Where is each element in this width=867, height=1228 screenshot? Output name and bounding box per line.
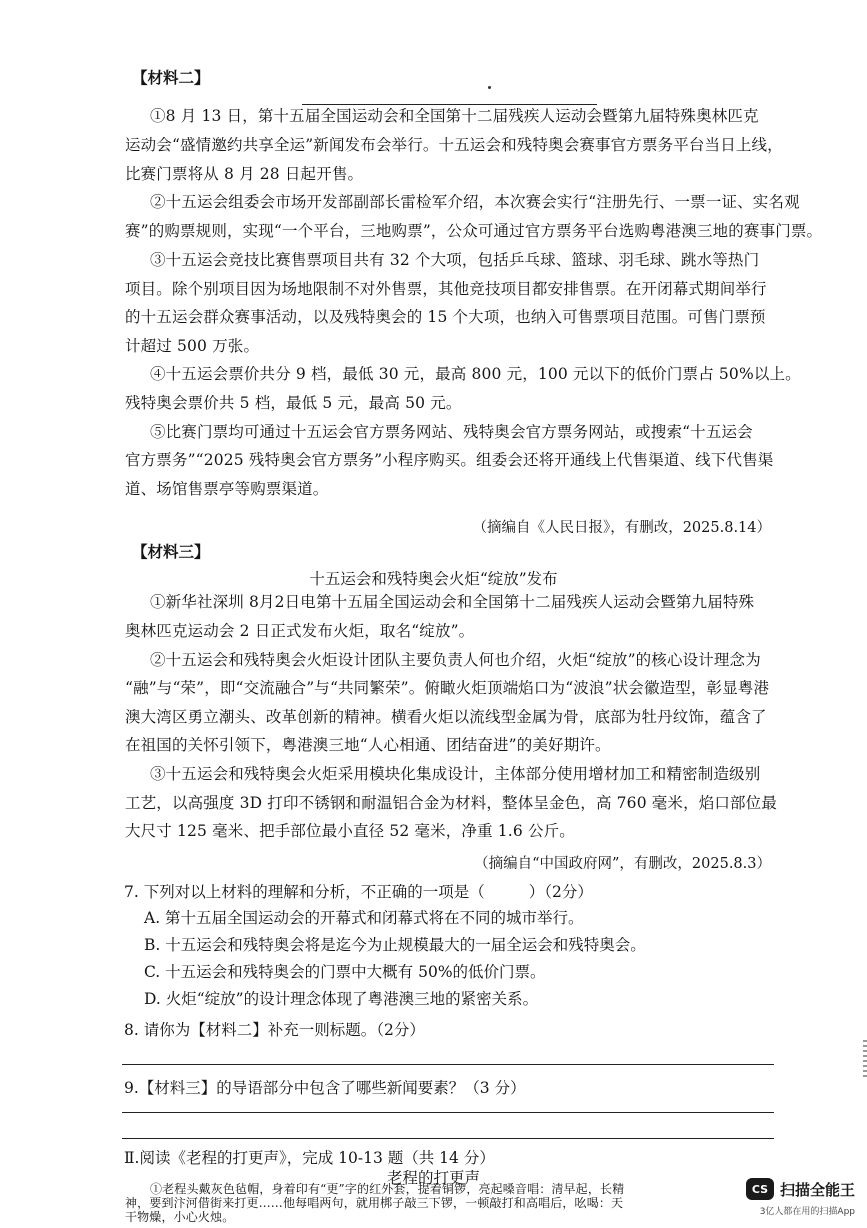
section2-header: Ⅱ.阅读《老程的打更声》，完成 10-13 题（共 14 分） bbox=[124, 1149, 495, 1167]
m3-paragraph-2-line-4: 在祖国的关怀引领下，粤港澳三地“人心相通、团结奋进”的美好期许。 bbox=[125, 736, 611, 754]
m3-source: （摘编自“中国政府网”，有删改，2025.8.3） bbox=[474, 856, 771, 872]
q9-answer-line-2[interactable] bbox=[122, 1138, 774, 1139]
q9-answer-line-1[interactable] bbox=[122, 1112, 774, 1113]
m2-paragraph-1-line-2: 运动会“盛情邀约共享全运”新闻发布会举行。十五运会和残特奥会赛事官方票务平台当日上线， bbox=[125, 136, 783, 154]
m2-paragraph-2-line-1: ②十五运会组委会市场开发部副部长雷检军介绍，本次赛会实行“注册先行、一票一证、实名观 bbox=[150, 193, 800, 211]
m3-paragraph-3-line-3: 大尺寸 125 毫米、把手部位最小直径 52 毫米，净重 1.6 公斤。 bbox=[125, 822, 575, 840]
q9-stem: 9.【材料三】的导语部分中包含了哪些新闻要素？（3 分） bbox=[124, 1079, 526, 1097]
m2-paragraph-5-line-2: 官方票务”“2025 残特奥会官方票务”小程序购买。组委会还将开通线上代售渠道、线下代售渠 bbox=[125, 451, 774, 469]
m2-paragraph-2-line-2: 赛”的购票规则，实现“一个平台，三地购票”，公众可通过官方票务平台选购粤港澳三地的赛事门票。 bbox=[125, 222, 823, 240]
q8-answer-line[interactable] bbox=[122, 1064, 774, 1065]
material2-header: 【材料二】 bbox=[132, 68, 210, 87]
m2-paragraph-3-line-4: 计超过 500 万张。 bbox=[125, 337, 260, 355]
m3-paragraph-3-line-1: ③十五运会和残特奥会火炬采用模块化集成设计，主体部分使用增材加工和精密制造级别 bbox=[150, 765, 761, 783]
m3-paragraph-2-line-3: 澳大湾区勇立潮头、改革创新的精神。横看火炬以流线型金属为骨，底部为牡丹纹饰，蕴含了 bbox=[125, 708, 767, 726]
m2-paragraph-3-line-1: ③十五运会竞技比赛售票项目共有 32 个大项，包括乒乓球、篮球、羽毛球、跳水等热门 bbox=[150, 251, 760, 269]
m3-paragraph-2-line-1: ②十五运会和残特奥会火炬设计团队主要负责人何也介绍，火炬“绽放”的核心设计理念为 bbox=[150, 651, 761, 669]
m2-paragraph-4-line-1: ④十五运会票价共分 9 档，最低 30 元，最高 800 元，100 元以下的低价门票占 50%以上。 bbox=[150, 365, 801, 383]
m3-paragraph-3-line-2: 工艺，以高强度 3D 打印不锈钢和耐温铝合金为材料，整体呈金色，高 760 毫米，焰口部位最 bbox=[125, 794, 777, 812]
q7-option-c: C. 十五运会和残特奥会的门票中大概有 50%的低价门票。 bbox=[144, 963, 546, 981]
m2-paragraph-1-line-1: ①8 月 13 日，第十五届全国运动会和全国第十二届残疾人运动会暨第九届特殊奥林匹克 bbox=[150, 107, 759, 125]
material3-header: 【材料三】 bbox=[132, 542, 210, 561]
s2-paragraph-1-line-2: 神，要到汴河借街来打更……他每唱两句，就用梆子敲三下锣，一顿敲打和高唱后，吆喝：天 bbox=[125, 1196, 624, 1210]
m3-paragraph-2-line-2: “融”与“荣”，即“交流融合”与“共同繁荣”。俯瞰火炬顶端焰口为“波浪”状会徽造型，彰显粤港 bbox=[125, 679, 770, 697]
scan-edge-artifact bbox=[863, 1040, 867, 1080]
q7-stem bbox=[124, 880, 593, 902]
watermark-app-name: 扫描全能王 bbox=[779, 1180, 855, 1199]
q8-stem: 8. 请你为【材料二】补充一则标题。（2分） bbox=[124, 1021, 425, 1039]
q7-option-a: A. 第十五届全国运动会的开幕式和闭幕式将在不同的城市举行。 bbox=[144, 909, 584, 927]
q7-option-b: B. 十五运会和残特奥会将是迄今为止规模最大的一届全运会和残特奥会。 bbox=[144, 936, 646, 954]
camscanner-logo-icon: CS bbox=[746, 1178, 774, 1200]
s2-paragraph-1-line-3: 干物燥，小心火烛。 bbox=[125, 1210, 235, 1224]
watermark-tagline: 3亿人都在用的扫描App bbox=[759, 1207, 855, 1217]
m2-paragraph-3-line-3: 的十五运会群众赛事活动，以及残特奥会的 15 个大项，也纳入可售票项目范围。可售门票预 bbox=[125, 308, 766, 326]
scan-speck bbox=[488, 86, 491, 89]
s2-paragraph-1-line-1: ①老程头戴灰色毡帽，身着印有“更”字的红外套，提着铜锣，亮起嗓音唱：清早起，长精 bbox=[150, 1182, 625, 1196]
m3-title: 十五运会和残特奥会火炬“绽放”发布 bbox=[309, 570, 558, 588]
q7-option-d: D. 火炬“绽放”的设计理念体现了粤港澳三地的紧密关系。 bbox=[144, 990, 539, 1008]
m2-paragraph-4-line-2: 残特奥会票价共 5 档，最低 5 元，最高 50 元。 bbox=[125, 394, 462, 412]
q7-stem-text: 7. 下列对以上材料的理解和分析，不正确的一项是（ bbox=[124, 883, 485, 901]
m2-paragraph-5-line-1: ⑤比赛门票均可通过十五运会官方票务网站、残特奥会官方票务网站，或搜索“十五运会 bbox=[150, 423, 753, 441]
section2-title: 老程的打更声 bbox=[386, 1169, 480, 1187]
m2-paragraph-5-line-3: 道、场馆售票亭等购票渠道。 bbox=[125, 480, 329, 498]
m3-paragraph-1-line-1: ①新华社深圳 8月2日电第十五届全国运动会和全国第十二届残疾人运动会暨第九届特殊 bbox=[150, 593, 755, 611]
m2-source: （摘编自《人民日报》，有删改，2025.8.14） bbox=[472, 520, 771, 536]
q7-stem-score: ）（2分） bbox=[528, 883, 593, 901]
m2-paragraph-1-line-3: 比赛门票将从 8 月 28 日起开售。 bbox=[125, 165, 364, 183]
m3-paragraph-1-line-2: 奥林匹克运动会 2 日正式发布火炬，取名“绽放”。 bbox=[125, 622, 475, 640]
m2-paragraph-3-line-2: 项目。除个别项目因为场地限制不对外售票，其他竞技项目都安排售票。在开闭幕式期间举行 bbox=[125, 280, 767, 298]
scanner-watermark bbox=[746, 1178, 855, 1200]
